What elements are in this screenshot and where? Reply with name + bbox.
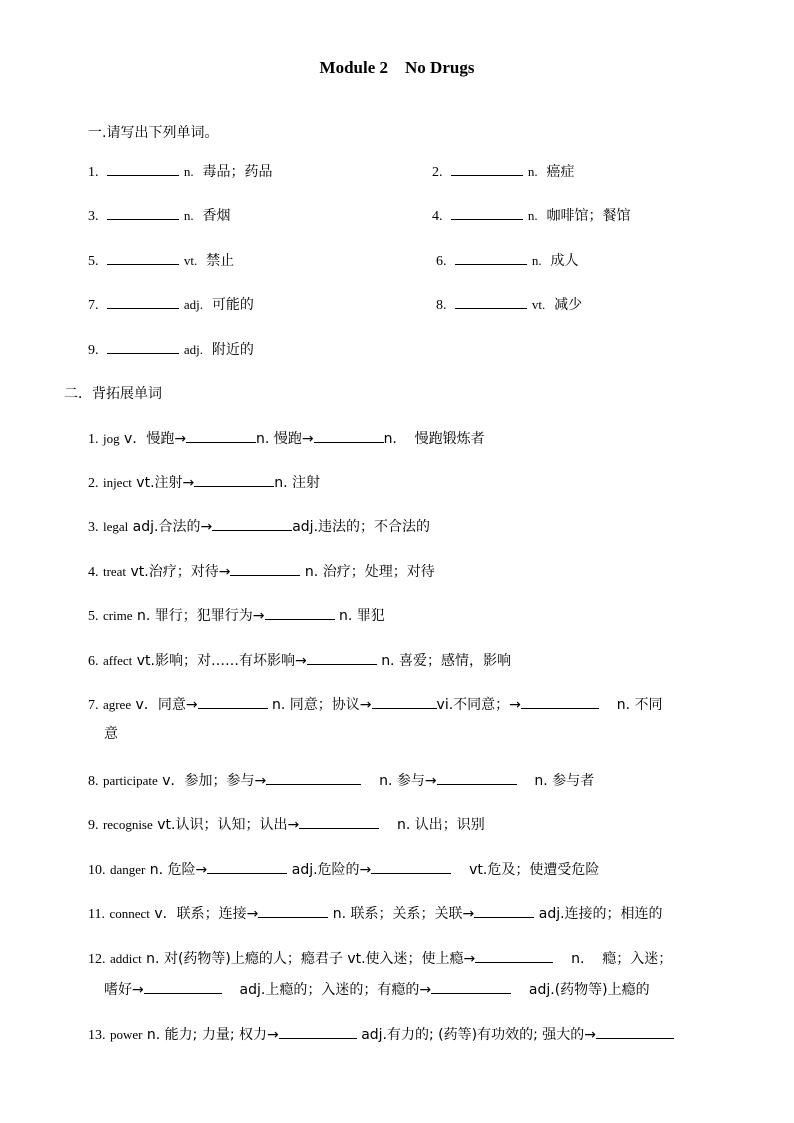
s1-item-6: 6. n. 成人 [436,250,579,272]
s2-item-6: 6. affect vt.影响；对……有坏影响→ n. 喜爱；感情，影响 [88,650,511,672]
answer-blank[interactable] [186,428,256,443]
s2-item-4: 4. treat vt.治疗；对待→ n. 治疗；处理；对待 [88,561,435,583]
answer-blank[interactable] [431,979,511,994]
answer-blank[interactable] [144,979,222,994]
s2-item-12-cont: 嗜好→ adj.上瘾的；入迷的；有瘾的→ adj.(药物等)上瘾的 [104,979,650,1000]
s1-item-1: 1. n. 毒品；药品 [88,161,273,183]
s1-item-2: 2. n. 癌症 [432,161,575,183]
answer-blank[interactable] [372,694,437,709]
answer-blank[interactable] [194,472,274,487]
answer-blank[interactable] [521,694,599,709]
s2-item-12: 12. addict n. 对(药物等)上瘾的人；瘾君子 vt.使入迷；使上瘾→ n. 瘾；入迷； [88,948,672,970]
page-title: Module 2 No Drugs [319,58,475,77]
answer-blank[interactable] [371,859,451,874]
s2-item-9: 9. recognise vt.认识；认知；认出→ n. 认出；识别 [88,814,485,836]
answer-blank[interactable] [455,250,527,265]
answer-blank[interactable] [266,770,361,785]
answer-blank[interactable] [212,516,292,531]
s1-item-8: 8. vt. 减少 [436,294,582,316]
answer-blank[interactable] [107,294,179,309]
s2-item-1: 1. jog v．慢跑→ n. 慢跑→ n. 慢跑锻炼者 [88,428,485,450]
section1-heading: 一.请写出下列单词。 [88,125,219,141]
s2-item-8: 8. participate v．参加；参与→ n. 参与→ n. 参与者 [88,770,594,792]
answer-blank[interactable] [107,339,179,354]
answer-blank[interactable] [299,814,379,829]
answer-blank[interactable] [265,605,335,620]
answer-blank[interactable] [451,161,523,176]
answer-blank[interactable] [258,903,328,918]
answer-blank[interactable] [279,1024,357,1039]
s2-item-3: 3. legal adj.合法的→ adj.违法的；不合法的 [88,516,430,538]
answer-blank[interactable] [437,770,517,785]
s1-item-9: 9. adj. 附近的 [88,339,254,361]
answer-blank[interactable] [107,250,179,265]
answer-blank[interactable] [474,903,534,918]
answer-blank[interactable] [107,161,179,176]
s2-item-13: 13. power n. 能力; 力量; 权力→ adj.有力的; (药等)有功效的; 强大的→ [88,1024,674,1046]
s2-item-7: 7. agree v．同意→ n. 同意；协议→ vi.不同意；→ n. 不同 [88,694,662,716]
s1-item-3: 3. n. 香烟 [88,205,231,227]
s2-item-7-cont: 意 [104,726,118,742]
answer-blank[interactable] [475,948,553,963]
s2-item-5: 5. crime n. 罪行；犯罪行为→ n. 罪犯 [88,605,385,627]
answer-blank[interactable] [198,694,268,709]
s2-item-10: 10. danger n. 危险→ adj.危险的→ vt.危及；使遭受危险 [88,859,599,881]
answer-blank[interactable] [207,859,287,874]
answer-blank[interactable] [451,205,523,220]
answer-blank[interactable] [455,294,527,309]
answer-blank[interactable] [596,1024,674,1039]
s2-item-2: 2. inject vt.注射→ n. 注射 [88,472,320,494]
answer-blank[interactable] [230,561,300,576]
s1-item-4: 4. n. 咖啡馆；餐馆 [432,205,631,227]
answer-blank[interactable] [314,428,384,443]
s2-item-11: 11. connect v．联系；连接→ n. 联系；关系；关联→ adj.连接的；相连的 [88,903,663,925]
s1-item-7: 7. adj. 可能的 [88,294,254,316]
answer-blank[interactable] [307,650,377,665]
section2-heading: 二．背拓展单词 [64,386,162,402]
s1-item-5: 5. vt. 禁止 [88,250,234,272]
answer-blank[interactable] [107,205,179,220]
